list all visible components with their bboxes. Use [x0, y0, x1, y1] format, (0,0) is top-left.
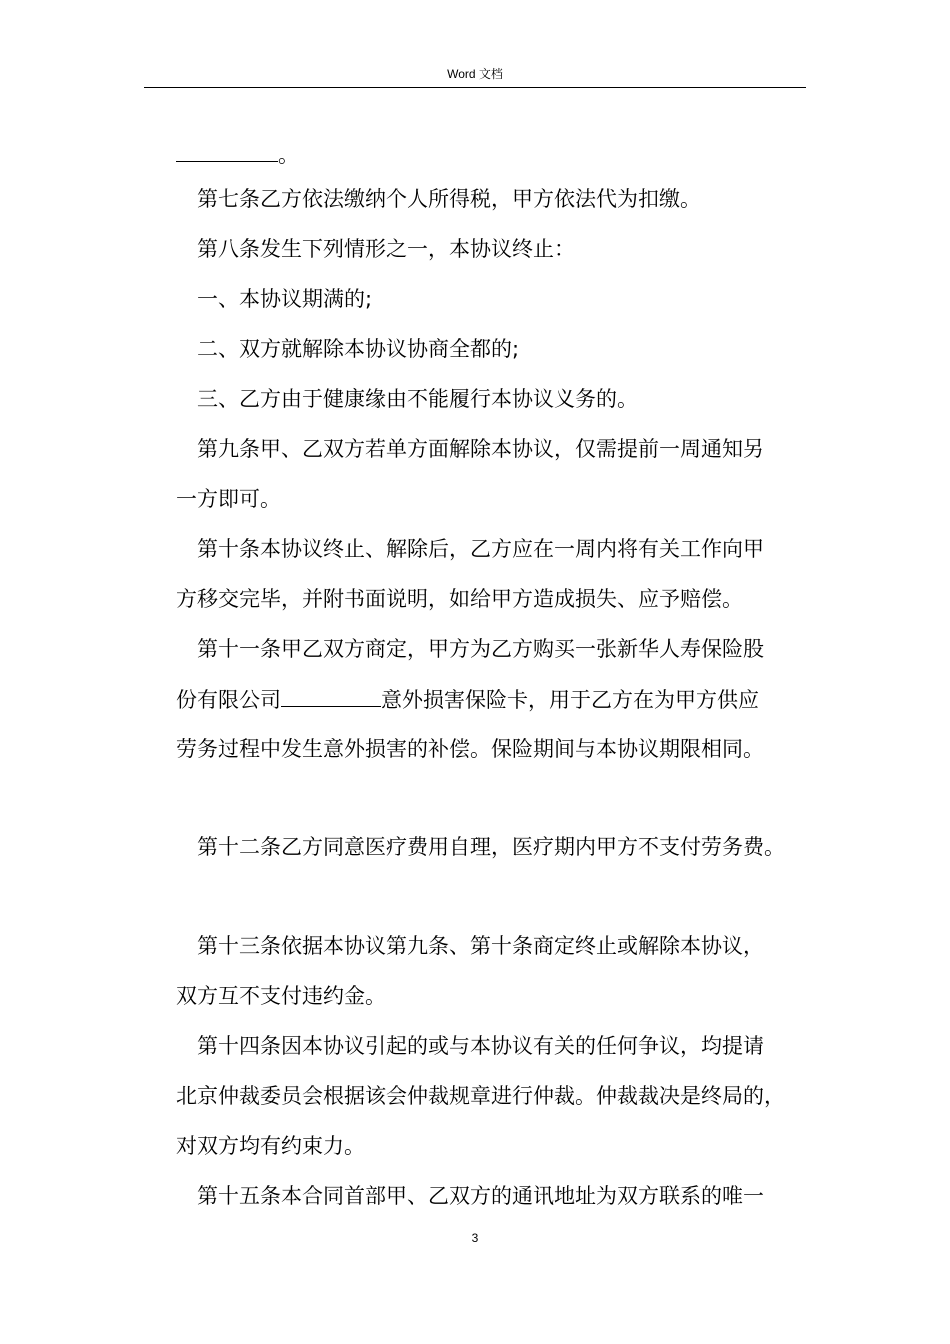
page-number: 3	[471, 1231, 479, 1245]
paragraph-line: 第十三条依据本协议第九条、第十条商定终止或解除本协议，	[197, 934, 764, 958]
paragraph-line: 方移交完毕，并附书面说明，如给甲方造成损失、应予赔偿。	[176, 587, 743, 611]
paragraph-line: 对双方均有约束力。	[176, 1134, 365, 1158]
paragraph-line	[176, 684, 759, 715]
header-divider	[144, 87, 806, 88]
paragraph-line: 第七条乙方依法缴纳个人所得税，甲方依法代为扣缴。	[197, 187, 701, 211]
paragraph-line: 一、本协议期满的;	[197, 287, 373, 311]
paragraph-line: 第十条本协议终止、解除后，乙方应在一周内将有关工作向甲	[197, 537, 764, 561]
line-text: 意外损害保险卡，用于乙方在为甲方供应	[381, 688, 759, 712]
line-text: 。	[278, 143, 299, 167]
paragraph-line: 二、双方就解除本协议协商全都的;	[197, 337, 520, 361]
fill-in-blank	[281, 684, 381, 707]
paragraph-line: 第八条发生下列情形之一，本协议终止：	[197, 237, 575, 261]
paragraph-line: 一方即可。	[176, 487, 281, 511]
paragraph-line: 劳务过程中发生意外损害的补偿。保险期间与本协议期限相同。	[176, 737, 764, 761]
paragraph-line: 第十四条因本协议引起的或与本协议有关的任何争议，均提请	[197, 1034, 764, 1058]
paragraph-line: 三、乙方由于健康缘由不能履行本协议义务的。	[197, 387, 638, 411]
paragraph-line: 双方互不支付违约金。	[176, 984, 386, 1008]
paragraph-line: 第十二条乙方同意医疗费用自理，医疗期内甲方不支付劳务费。	[197, 835, 785, 859]
paragraph-line: 第十五条本合同首部甲、乙双方的通讯地址为双方联系的唯一	[197, 1184, 764, 1208]
paragraph-line	[176, 139, 299, 170]
paragraph-line: 第九条甲、乙双方若单方面解除本协议，仅需提前一周通知另	[197, 437, 764, 461]
paragraph-line: 第十一条甲乙双方商定，甲方为乙方购买一张新华人寿保险股	[197, 637, 764, 661]
paragraph-line: 北京仲裁委员会根据该会仲裁规章进行仲裁。仲裁裁决是终局的，	[176, 1084, 785, 1108]
line-text: 份有限公司	[176, 688, 281, 712]
page-header: Word 文档	[447, 67, 503, 81]
fill-in-blank	[176, 139, 278, 162]
